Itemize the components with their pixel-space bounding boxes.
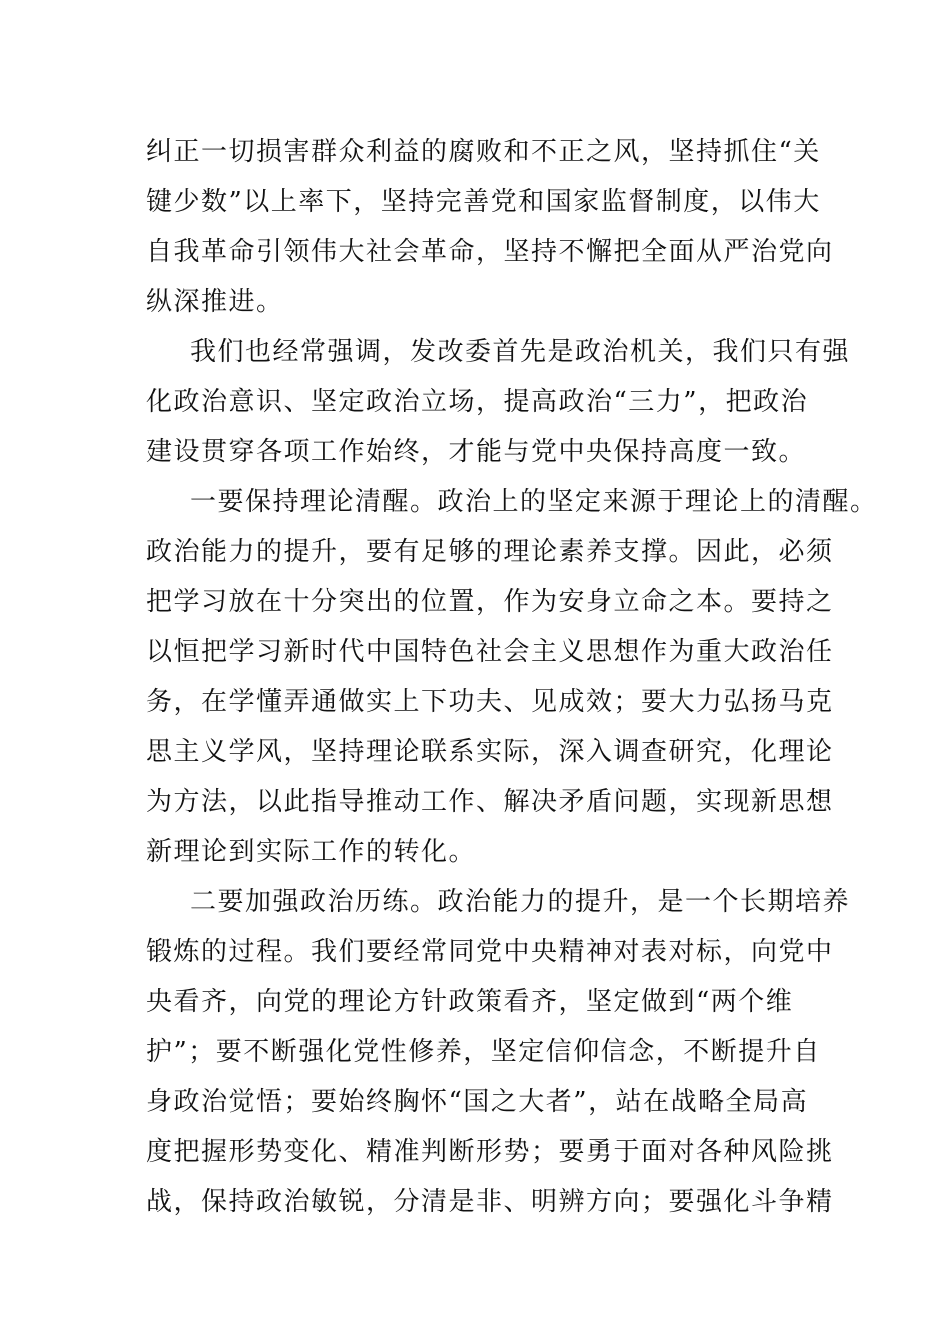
text-line: 纠正一切损害群众利益的腐败和不正之风，坚持抓住“关: [146, 137, 821, 167]
text-line: 战，保持政治敏锐，分清是非、明辨方向；要强化斗争精: [146, 1187, 834, 1217]
text-line: 建设贯穿各项工作始终，才能与党中央保持高度一致。: [146, 437, 807, 467]
text-line: 以恒把学习新时代中国特色社会主义思想作为重大政治任: [146, 637, 834, 667]
text-line: 锻炼的过程。我们要经常同党中央精神对表对标，向党中: [146, 937, 834, 967]
text-line: 自我革命引领伟大社会革命，坚持不懈把全面从严治党向: [146, 237, 834, 267]
paragraph-start-line: 二要加强政治历练。政治能力的提升，是一个长期培养: [190, 887, 851, 917]
text-line: 新理论到实际工作的转化。: [146, 837, 477, 867]
text-line: 为方法，以此指导推动工作、解决矛盾问题，实现新思想: [146, 787, 834, 817]
text-line: 政治能力的提升，要有足够的理论素养支撑。因此，必须: [146, 537, 834, 567]
text-line: 身政治觉悟；要始终胸怀“国之大者”，站在战略全局高: [146, 1087, 809, 1117]
text-line: 务，在学懂弄通做实上下功夫、见成效；要大力弘扬马克: [146, 687, 834, 717]
body-text: [146, 127, 878, 1227]
paragraph-start-line: 我们也经常强调，发改委首先是政治机关，我们只有强: [190, 337, 851, 367]
paragraph-start-line: 一要保持理论清醒。政治上的坚定来源于理论上的清醒。: [190, 487, 878, 517]
text-line: 键少数”以上率下，坚持完善党和国家监督制度，以伟大: [146, 187, 821, 217]
text-line: 央看齐，向党的理论方针政策看齐，坚定做到“两个维: [146, 987, 794, 1017]
text-line: 思主义学风，坚持理论联系实际，深入调查研究，化理论: [146, 737, 834, 767]
text-line: 纵深推进。: [146, 287, 284, 317]
text-line: 把学习放在十分突出的位置，作为安身立命之本。要持之: [146, 587, 834, 617]
text-line: 护”；要不断强化党性修养，坚定信仰信念，不断提升自: [146, 1037, 821, 1067]
text-line: 度把握形势变化、精准判断形势；要勇于面对各种风险挑: [146, 1137, 834, 1167]
text-line: 化政治意识、坚定政治立场，提高政治“三力”，把政治: [146, 387, 809, 417]
